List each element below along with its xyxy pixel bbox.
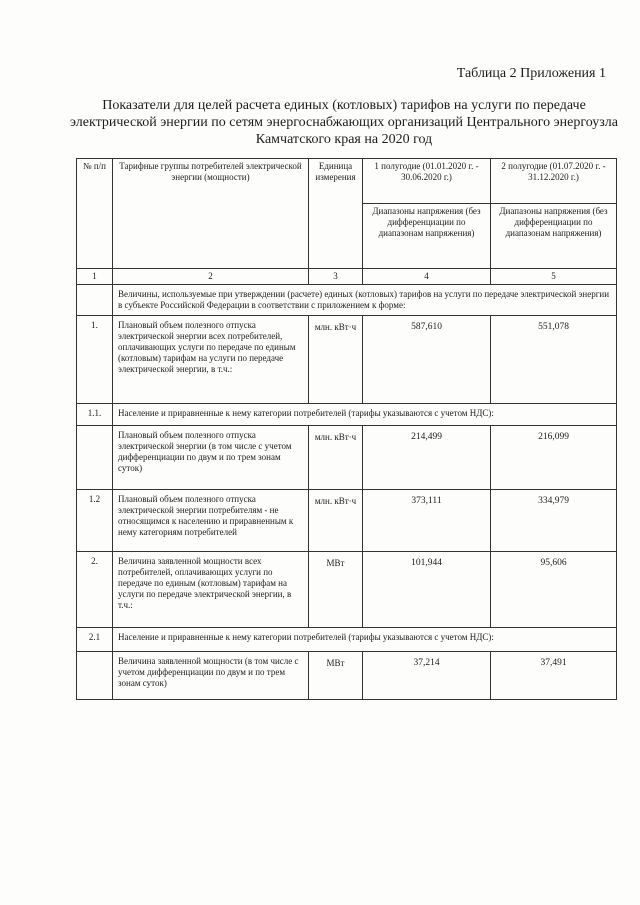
row-value-h1: 37,214	[363, 652, 491, 700]
header-groups: Тарифные группы потребителей электрической энергии (мощности)	[113, 159, 309, 269]
row-number: 1.1.	[77, 404, 113, 426]
row-unit: млн. кВт·ч	[309, 316, 363, 404]
header-unit: Единица измерения	[309, 159, 363, 269]
row-value-h1: 587,610	[363, 316, 491, 404]
table-row	[77, 426, 617, 490]
row-description: Плановый объем полезного отпуска электрической энергии всех потребителей, оплачивающих услуги по передаче по единым (котловым) тарифам на услуги по передаче электрической энергии, в т.ч.:	[113, 316, 309, 404]
header-num: № п/п	[77, 159, 113, 269]
intro-num-cell	[77, 285, 113, 316]
col-number: 1	[77, 269, 113, 285]
header-period-2: 2 полугодие (01.07.2020 г. - 31.12.2020 г.)	[491, 159, 617, 204]
table-row	[77, 652, 617, 700]
row-unit: МВт	[309, 652, 363, 700]
row-value-h1: 214,499	[363, 426, 491, 490]
row-unit: МВт	[309, 552, 363, 628]
subheader-voltage-1: Диапазоны напряжения (без дифференциации по диапазонам напряжения)	[363, 204, 491, 269]
row-number: 2.	[77, 552, 113, 628]
col-number: 2	[113, 269, 309, 285]
row-description: Плановый объем полезного отпуска электрической энергии потребителям - не относящимся к населению и приравненным к нему категориям потребителей	[113, 490, 309, 552]
row-number: 2.1	[77, 628, 113, 652]
appendix-label: Таблица 2 Приложения 1	[456, 66, 606, 81]
row-span-text: Население и приравненные к нему категории потребителей (тарифы указываются с учетом НДС):	[113, 628, 617, 652]
tariff-table	[76, 158, 617, 700]
subheader-voltage-2: Диапазоны напряжения (без дифференциации по диапазонам напряжения)	[491, 204, 617, 269]
row-description: Плановый объем полезного отпуска электрической энергии (в том числе с учетом дифференциации по двум и по трем зонам суток)	[113, 426, 309, 490]
col-number: 4	[363, 269, 491, 285]
table-row	[77, 490, 617, 552]
row-value-h2: 334,979	[491, 490, 617, 552]
column-number-row	[77, 269, 617, 285]
row-value-h2: 95,606	[491, 552, 617, 628]
row-value-h1: 101,944	[363, 552, 491, 628]
row-value-h2: 216,099	[491, 426, 617, 490]
table-row	[77, 552, 617, 628]
col-number: 3	[309, 269, 363, 285]
intro-row	[77, 285, 617, 316]
header-period-1: 1 полугодие (01.01.2020 г. - 30.06.2020 г.)	[363, 159, 491, 204]
row-value-h2: 37,491	[491, 652, 617, 700]
row-number	[77, 652, 113, 700]
document-title: Показатели для целей расчета единых (котловых) тарифов на услуги по передаче электрической энергии по сетям энергоснабжающих организаций Центрального энергоузла Камчатского края на 2020 год	[70, 98, 618, 147]
row-value-h2: 551,078	[491, 316, 617, 404]
row-unit: млн. кВт·ч	[309, 490, 363, 552]
table-row	[77, 316, 617, 404]
row-value-h1: 373,111	[363, 490, 491, 552]
row-description: Величина заявленной мощности всех потребителей, оплачивающих услуги по передаче по единым (котловым) тарифам на услуги по передаче электрической энергии, в т.ч.:	[113, 552, 309, 628]
table-row	[77, 404, 617, 426]
col-number: 5	[491, 269, 617, 285]
header-row	[77, 159, 617, 204]
row-number: 1.	[77, 316, 113, 404]
row-number	[77, 426, 113, 490]
table-row	[77, 628, 617, 652]
intro-text: Величины, используемые при утверждении (расчете) единых (котловых) тарифов на услуги по передаче электрической энергии в субъекте Российской Федерации в соответствии с приложением к форме:	[113, 285, 617, 316]
row-description: Величина заявленной мощности (в том числе с учетом дифференциации по двум и по трем зонам суток)	[113, 652, 309, 700]
row-span-text: Население и приравненные к нему категории потребителей (тарифы указываются с учетом НДС):	[113, 404, 617, 426]
row-number: 1.2	[77, 490, 113, 552]
row-unit: млн. кВт·ч	[309, 426, 363, 490]
